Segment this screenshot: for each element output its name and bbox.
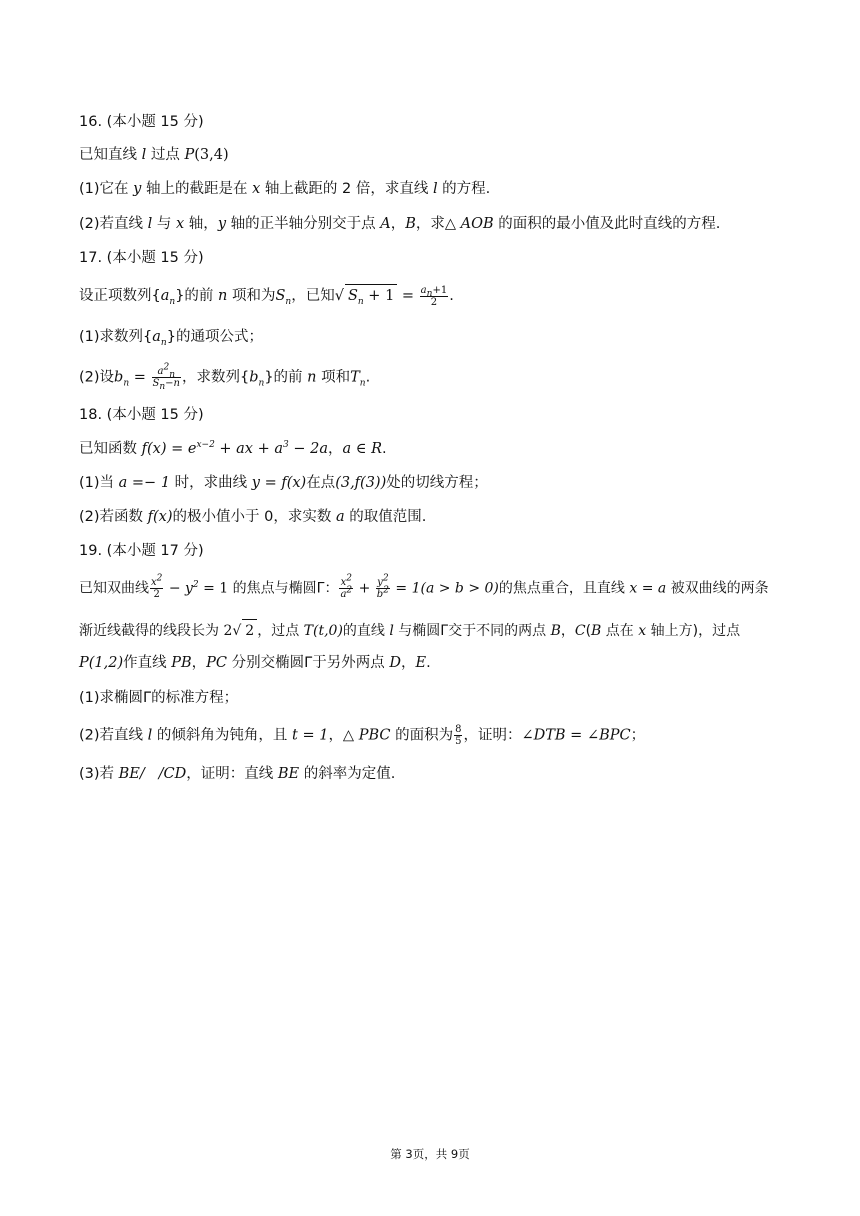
text: (1)求数列{ [79, 329, 153, 345]
problem-18-intro [79, 438, 387, 460]
math-point: (3,f(3)) [335, 475, 387, 491]
text: ，求△ [415, 216, 461, 232]
math-BE: BE [277, 766, 300, 782]
problem-18-header-text: 18. (本小题 15 分) [79, 407, 204, 423]
math-E: E [415, 655, 427, 671]
text: 与椭圆Γ交于不同的两点 [393, 623, 551, 639]
text: 的焦点重合，且直线 [498, 580, 630, 597]
math-e: e [187, 441, 197, 457]
fraction-numerator [150, 573, 163, 589]
math-l: l [432, 181, 438, 197]
sqrt-sign: √ [232, 623, 242, 639]
math-y: y [133, 181, 142, 197]
math-B: B [591, 623, 602, 639]
math-t: t = 1 [292, 727, 329, 744]
math-expr: − y [164, 580, 193, 597]
math-PB: PB [171, 655, 192, 671]
math-x: x [340, 577, 347, 588]
math-eq: = [166, 441, 188, 457]
text: ； [630, 727, 646, 744]
page-footer: 第 3页，共 9页 [390, 1147, 470, 1161]
problem-18-q2 [79, 506, 426, 528]
text: 的取值范围. [344, 509, 427, 525]
text: 已知函数 [79, 441, 142, 457]
math-sup: 2 [163, 362, 170, 373]
text: 的方程. [437, 181, 491, 197]
text: (1)当 [79, 475, 119, 491]
problem-16-q1 [79, 178, 490, 200]
math-expr: = 1(a > b > 0) [390, 580, 499, 597]
math-sub: n [169, 296, 176, 307]
text: . [365, 369, 371, 386]
text: 轴上的截距是在 [141, 181, 253, 197]
text: (2)若直线 [79, 216, 148, 232]
math-x: x [638, 623, 647, 639]
math-cond: a =− 1 [118, 475, 171, 491]
fraction [376, 573, 390, 600]
math-expr: + ax + a [214, 441, 283, 457]
sqrt-body: 2 [242, 619, 257, 642]
math-sup: 2 [192, 579, 199, 590]
text: . [449, 288, 454, 304]
sqrt-body [345, 284, 397, 307]
text: ( [585, 623, 592, 639]
math-n: n [218, 288, 228, 304]
math-B: B [550, 623, 561, 639]
math-sub: n [169, 370, 175, 380]
text: ， [560, 623, 575, 639]
text: 作直线 [123, 655, 172, 671]
text: ， [390, 216, 406, 232]
math-A: A [380, 216, 391, 232]
text: (2)若直线 [79, 727, 148, 744]
math-f: f(x) [147, 509, 173, 525]
problem-19-q2 [79, 724, 645, 747]
fraction-denominator [376, 585, 390, 600]
math-sub: n [159, 382, 166, 392]
problem-16-intro [79, 144, 229, 166]
text: 的倾斜角为钝角，且 [152, 727, 293, 744]
text: 的直线 [342, 623, 390, 639]
problem-17-header [79, 247, 204, 269]
problem-17-intro [79, 284, 454, 308]
math-b: b [114, 369, 124, 386]
math-expr: − 2a [288, 441, 328, 457]
math-domain: a ∈ R [342, 441, 382, 457]
math-sub: n [160, 337, 167, 348]
problem-16-header [79, 111, 204, 133]
math-S: S [347, 288, 358, 304]
text: ，证明： [463, 727, 522, 744]
math-l: l [389, 623, 394, 639]
math-sup: 2 [156, 573, 163, 584]
text: ，已知 [291, 288, 335, 304]
math-sub: n [357, 296, 364, 307]
text: 时，求曲线 [170, 475, 252, 491]
fraction-denominator [152, 378, 181, 392]
math-expr: x = a [629, 580, 667, 597]
math-BE: BE/ [118, 766, 150, 782]
math-CD: /CD [149, 766, 187, 782]
text: . [382, 441, 387, 457]
math-sub: n [359, 378, 366, 389]
math-a: a [157, 366, 164, 377]
text: 的焦点与椭圆Γ： [228, 580, 339, 597]
math-T: T [350, 369, 360, 386]
math-eq: = [397, 288, 419, 304]
text: ，过点 [257, 623, 304, 639]
math-plus: + [354, 580, 375, 597]
text: 点在 [601, 623, 639, 639]
math-y: y [217, 216, 227, 232]
problem-18-header [79, 404, 204, 426]
fraction-numerator [420, 285, 449, 297]
problem-18-q1 [79, 472, 488, 494]
text: 的面积的最小值及此时直线的方程. [493, 216, 721, 232]
math-sup: 2 [346, 573, 352, 584]
math-PBC: PBC [358, 727, 391, 744]
text: 与 [152, 216, 177, 232]
text: 的面积为 [390, 727, 454, 744]
math-sup: 2 [383, 585, 389, 596]
math-y: y [377, 577, 383, 588]
text: ，求数列{ [182, 369, 250, 386]
text: (3)若 [79, 766, 119, 782]
math-S: S [275, 288, 286, 304]
math-T: T(t,0) [303, 623, 343, 639]
problem-19-line2 [79, 619, 740, 642]
text: 轴上方)，过点 [646, 623, 741, 639]
text: 被双曲线的两条 [666, 580, 769, 597]
math-b: b [249, 369, 259, 386]
fraction-numerator: 8 [455, 724, 462, 735]
math-sup: 3 [283, 440, 289, 451]
math-f: f [141, 441, 147, 457]
math-P: P [184, 147, 195, 163]
text: 已知双曲线 [79, 580, 149, 597]
text: 项和 [316, 369, 351, 386]
math-sub: n [258, 378, 265, 389]
text: }的前 [175, 288, 219, 304]
text: (1)求椭圆Γ的标准方程； [79, 690, 239, 706]
math-a: a [152, 329, 161, 345]
math-a: a [340, 589, 347, 600]
sqrt-sign: √ [334, 288, 344, 304]
text: ， [191, 655, 207, 671]
math-sub: n [426, 288, 433, 299]
fraction [454, 724, 462, 747]
math-a: a [420, 284, 427, 296]
math-x: x [151, 577, 157, 588]
text: ， [327, 441, 343, 457]
math-B: B [405, 216, 416, 232]
math-C: C [574, 623, 586, 639]
text: 轴的正半轴分别交于点 [226, 216, 381, 232]
problem-19-line1 [79, 573, 769, 600]
math-PC: PC [206, 655, 228, 671]
fraction [420, 285, 449, 308]
math-S: S [152, 378, 160, 389]
text: 渐近线截得的线段长为 [79, 623, 224, 639]
text: 已知直线 [79, 147, 142, 163]
math-l: l [147, 216, 153, 232]
math-n: n [307, 369, 317, 386]
text: }的通项公式； [166, 329, 263, 345]
problem-16-header-text: 16. (本小题 15 分) [79, 114, 204, 130]
math-a: a [335, 509, 345, 525]
text: 轴， [184, 216, 218, 232]
math-minus-n: −n [165, 378, 180, 389]
fraction-denominator [339, 585, 353, 600]
problem-17-header-text: 17. (本小题 15 分) [79, 250, 204, 266]
math-curve: y = f(x) [251, 475, 307, 491]
problem-19-line3 [79, 652, 431, 674]
text: . [426, 655, 431, 671]
math-sup: 2 [382, 573, 389, 584]
fraction-numerator [152, 362, 181, 380]
text: ，△ [328, 727, 359, 744]
fraction [339, 573, 353, 600]
fraction [152, 362, 181, 392]
fraction [150, 573, 163, 600]
text: 分别交椭圆Γ于另外两点 [227, 655, 390, 671]
problem-16-q2 [79, 213, 720, 235]
math-eq: = [129, 369, 151, 386]
text: 处的切线方程； [386, 475, 488, 491]
text: 的斜率为定值. [299, 766, 396, 782]
math-sup: x−2 [196, 440, 215, 451]
math-a: a [160, 288, 170, 304]
math-b: b [376, 589, 384, 600]
text: 设正项数列{ [79, 288, 161, 304]
math-l: l [141, 147, 147, 163]
problem-19-q3 [79, 763, 395, 785]
math-angle: ∠DTB = ∠BPC [521, 727, 631, 744]
text: ，证明：直线 [186, 766, 278, 782]
fraction-denominator: 2 [430, 296, 438, 308]
math-sub: n [285, 296, 292, 307]
math-D: D [389, 655, 401, 671]
text: }的前 [264, 369, 308, 386]
text: 的极小值小于 0，求实数 [172, 509, 336, 525]
math-sup: 2 [346, 585, 353, 596]
text: 过点 [146, 147, 185, 163]
math-coef: 2 [223, 623, 233, 639]
text: ， [400, 655, 416, 671]
math-plus-one: +1 [432, 284, 448, 296]
text: 在点 [306, 475, 336, 491]
text: 轴上截距的 2 倍，求直线 [260, 181, 433, 197]
problem-19-q1 [79, 687, 238, 709]
problem-17-q2 [79, 362, 371, 392]
text: 项和为 [227, 288, 276, 304]
math-plus-one: + 1 [363, 288, 395, 304]
text: (2)若函数 [79, 509, 148, 525]
math-x: x [252, 181, 261, 197]
math-l: l [147, 727, 153, 744]
math-arg: (x) [146, 441, 167, 457]
text: (1)它在 [79, 181, 134, 197]
math-AOB: AOB [460, 216, 494, 232]
fraction-denominator: 2 [153, 589, 160, 600]
math-eq: = 1 [198, 580, 229, 597]
math-sub: n [123, 378, 130, 389]
math-x: x [176, 216, 185, 232]
text: (2)设 [79, 369, 115, 386]
problem-17-q1 [79, 326, 263, 348]
math-P: P(1,2) [79, 655, 124, 671]
fraction-denominator: 5 [455, 736, 462, 747]
problem-19-header [79, 540, 204, 562]
problem-19-header-text: 19. (本小题 17 分) [79, 543, 204, 559]
math-coord: (3,4) [194, 147, 229, 163]
